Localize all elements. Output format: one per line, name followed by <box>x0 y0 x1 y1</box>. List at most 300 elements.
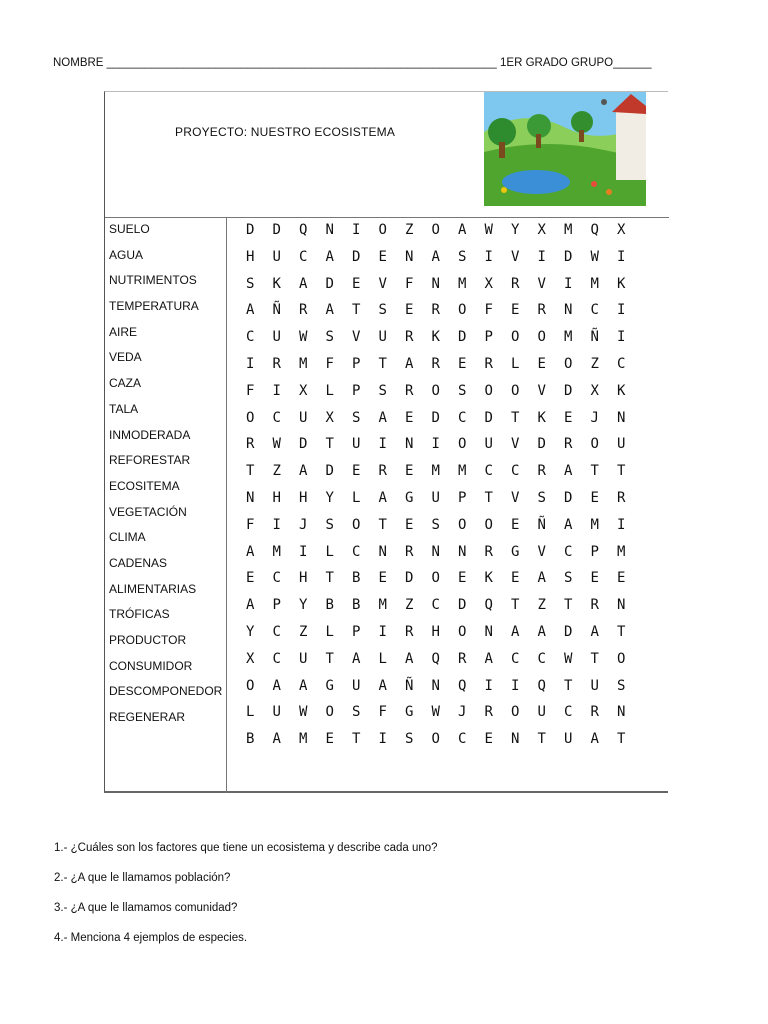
grid-letter: A <box>564 516 573 533</box>
grid-letter: V <box>511 489 520 506</box>
grid-letter: P <box>352 355 361 372</box>
grid-letter: L <box>352 489 361 506</box>
grid-letter: R <box>246 436 255 453</box>
grid-row <box>237 704 661 731</box>
grid-letter: R <box>484 543 493 560</box>
grid-letter: Z <box>537 597 546 614</box>
grid-letter: U <box>537 704 546 721</box>
word-item: CADENAS <box>109 555 168 570</box>
grid-letter: R <box>590 597 599 614</box>
grid-letter: R <box>484 704 493 721</box>
grid-letter: A <box>564 463 573 480</box>
grid-letter: K <box>617 382 626 399</box>
grid-letter: H <box>272 489 281 506</box>
grid-letter: T <box>617 731 626 748</box>
grid-letter: A <box>458 222 467 238</box>
grid-letter: W <box>564 650 573 667</box>
grid-row <box>237 249 661 276</box>
grid-letter: N <box>617 409 626 426</box>
grid-letter: O <box>352 516 361 533</box>
grid-letter: I <box>378 731 387 748</box>
grid-letter: Ñ <box>272 302 281 319</box>
grid-letter: O <box>246 677 255 694</box>
grid-letter: S <box>564 570 573 587</box>
grid-letter: M <box>431 463 440 480</box>
grid-letter: R <box>299 302 308 319</box>
grid-letter: E <box>352 275 361 292</box>
grid-letter: S <box>352 409 361 426</box>
grid-letter: P <box>272 597 281 614</box>
grid-letter: Ñ <box>590 329 599 346</box>
grid-row <box>237 356 661 383</box>
grid-letter: C <box>272 409 281 426</box>
grid-letter: U <box>272 248 281 265</box>
grid-letter: R <box>405 623 414 640</box>
grid-letter: O <box>431 731 440 748</box>
grid-letter: M <box>299 731 308 748</box>
word-list <box>109 220 227 734</box>
question-4: 4.- Menciona 4 ejemplos de especies. <box>54 932 248 944</box>
grid-letter: T <box>590 463 599 480</box>
grid-letter: A <box>511 623 520 640</box>
grid-letter: Y <box>511 222 520 238</box>
grid-letter: N <box>405 436 414 453</box>
grid-letter: O <box>458 436 467 453</box>
grid-letter: R <box>617 489 626 506</box>
grid-letter: T <box>352 731 361 748</box>
grid-letter: O <box>246 409 255 426</box>
grid-letter: M <box>458 275 467 292</box>
grid-letter: Q <box>299 222 308 238</box>
grid-letter: I <box>352 222 361 238</box>
grid-letter: T <box>325 436 334 453</box>
grid-letter: D <box>458 597 467 614</box>
grid-letter: S <box>405 731 414 748</box>
grid-letter: N <box>405 248 414 265</box>
grid-letter: E <box>511 302 520 319</box>
word-item: INMODERADA <box>109 427 191 442</box>
grid-letter: N <box>617 597 626 614</box>
grid-letter: N <box>378 543 387 560</box>
grid-letter: R <box>511 275 520 292</box>
grid-letter: T <box>511 597 520 614</box>
grid-letter: A <box>299 677 308 694</box>
grid-letter: C <box>511 463 520 480</box>
grid-letter: Q <box>484 597 493 614</box>
grid-letter: C <box>272 650 281 667</box>
grid-letter: X <box>299 382 308 399</box>
word-item: CAZA <box>109 376 142 391</box>
illustration-tree-1 <box>488 118 516 146</box>
grid-letter: S <box>617 677 626 694</box>
grid-letter: A <box>590 623 599 640</box>
grid-row <box>237 570 661 597</box>
grid-letter: T <box>590 650 599 667</box>
grid-row <box>237 651 661 678</box>
grid-letter: M <box>564 329 573 346</box>
grid-letter: E <box>325 731 334 748</box>
word-item: CONSUMIDOR <box>109 658 193 673</box>
word-item: TALA <box>109 401 139 416</box>
grid-letter: E <box>405 302 414 319</box>
grid-row <box>237 544 661 571</box>
grid-letter: M <box>299 355 308 372</box>
grid-letter: V <box>537 543 546 560</box>
grid-letter: Y <box>325 489 334 506</box>
grid-letter: I <box>246 355 255 372</box>
word-item: DESCOMPONEDOR <box>109 684 223 699</box>
ecosystem-illustration <box>464 92 646 206</box>
grid-letter: E <box>564 409 573 426</box>
grid-letter: O <box>325 704 334 721</box>
grid-letter: I <box>299 543 308 560</box>
word-item: REFORESTAR <box>109 453 191 468</box>
grid-letter: S <box>458 248 467 265</box>
word-item: PRODUCTOR <box>109 633 187 647</box>
grid-letter: E <box>378 248 387 265</box>
grid-letter: A <box>484 650 493 667</box>
grid-letter: T <box>511 409 520 426</box>
grid-letter: N <box>458 543 467 560</box>
grid-letter: A <box>246 302 255 319</box>
grid-row <box>237 222 661 249</box>
grid-letter: N <box>325 222 334 238</box>
grid-letter: P <box>458 489 467 506</box>
grid-row <box>237 490 661 517</box>
grid-letter: I <box>431 436 440 453</box>
grid-row <box>237 302 661 329</box>
grid-letter: A <box>325 302 334 319</box>
illustration-pond <box>502 170 570 194</box>
grid-letter: M <box>272 543 281 560</box>
grid-letter: A <box>272 677 281 694</box>
grid-letter: X <box>537 222 546 238</box>
grid-letter: A <box>299 463 308 480</box>
grid-letter: T <box>484 489 493 506</box>
grid-row <box>237 597 661 624</box>
word-item: CLIMA <box>109 530 146 545</box>
illustration-bird <box>601 99 607 105</box>
grid-letter: N <box>246 489 255 506</box>
grid-letter: K <box>617 275 626 292</box>
grid-letter: S <box>378 382 387 399</box>
grid-letter: D <box>299 436 308 453</box>
grid-row <box>237 678 661 705</box>
grid-letter: Ñ <box>537 516 546 533</box>
grid-letter: E <box>405 516 414 533</box>
grid-letter: D <box>272 222 281 238</box>
word-item: TRÓFICAS <box>109 607 170 622</box>
grid-letter: E <box>458 355 467 372</box>
question-2: 2.- ¿A que le llamamos población? <box>54 872 231 884</box>
grid-letter: A <box>405 355 414 372</box>
illustration-flower-2 <box>591 181 597 187</box>
grid-letter: D <box>246 222 255 238</box>
grid-letter: T <box>325 570 334 587</box>
grid-letter: D <box>484 409 493 426</box>
grid-letter: T <box>378 516 387 533</box>
grid-letter: Z <box>405 222 414 238</box>
grid-letter: E <box>378 570 387 587</box>
grid-row <box>237 624 661 651</box>
grid-letter: R <box>537 302 546 319</box>
grid-letter: A <box>405 650 414 667</box>
grid-letter: C <box>431 597 440 614</box>
grid-letter: T <box>617 463 626 480</box>
grid-letter: W <box>484 222 493 238</box>
grid-letter: V <box>378 275 387 292</box>
questions <box>54 842 704 962</box>
grid-letter: V <box>511 248 520 265</box>
grid-letter: M <box>564 222 573 238</box>
grid-letter: Q <box>431 650 440 667</box>
grid-letter: D <box>405 570 414 587</box>
grid-letter: E <box>484 731 493 748</box>
grid-letter: F <box>325 355 334 372</box>
grid-letter: E <box>458 570 467 587</box>
grid-letter: H <box>299 570 308 587</box>
grid-letter: A <box>272 731 281 748</box>
grid-row <box>237 731 661 758</box>
grid-letter: P <box>484 329 493 346</box>
grid-row <box>237 383 661 410</box>
grid-letter: O <box>431 382 440 399</box>
grid-letter: N <box>511 731 520 748</box>
grid-letter: C <box>484 463 493 480</box>
grid-letter: E <box>511 516 520 533</box>
grid-letter: O <box>511 382 520 399</box>
question-1: 1.- ¿Cuáles son los factores que tiene un ecosistema y describe cada uno? <box>54 842 438 854</box>
grid-letter: L <box>511 355 520 372</box>
grid-letter: R <box>431 302 440 319</box>
grid-letter: T <box>564 677 573 694</box>
grid-letter: H <box>246 248 255 265</box>
grid-letter: S <box>537 489 546 506</box>
grid-letter: X <box>617 222 626 238</box>
word-item: REGENERAR <box>109 710 186 725</box>
grid-letter: F <box>405 275 414 292</box>
grid-letter: L <box>325 382 334 399</box>
grid-letter: X <box>484 275 493 292</box>
grid-row <box>237 463 661 490</box>
grid-letter: K <box>272 275 281 292</box>
grid-letter: R <box>458 650 467 667</box>
grid-letter: G <box>511 543 520 560</box>
grid-letter: A <box>246 543 255 560</box>
grid-letter: D <box>325 275 334 292</box>
grid-letter: C <box>511 650 520 667</box>
grid-letter: D <box>564 489 573 506</box>
grid-letter: T <box>617 623 626 640</box>
grid-letter: M <box>617 543 626 560</box>
grid-letter: P <box>590 543 599 560</box>
grid-letter: X <box>246 650 255 667</box>
grid-letter: I <box>617 329 626 346</box>
grid-row <box>237 410 661 437</box>
grid-letter: Ñ <box>405 677 414 694</box>
grid-letter: O <box>458 623 467 640</box>
grid-letter: A <box>378 489 387 506</box>
grid-letter: I <box>617 248 626 265</box>
grid-letter: W <box>299 704 308 721</box>
illustration-flower-1 <box>501 187 507 193</box>
grid-letter: S <box>325 516 334 533</box>
grid-letter: C <box>564 543 573 560</box>
grid-letter: I <box>617 516 626 533</box>
grid-letter: R <box>405 543 414 560</box>
title-divider <box>105 217 669 218</box>
grid-letter: A <box>378 677 387 694</box>
grid-letter: I <box>511 677 520 694</box>
grid-letter: O <box>564 355 573 372</box>
grid-letter: I <box>537 248 546 265</box>
grid-letter: P <box>352 382 361 399</box>
grid-letter: I <box>484 248 493 265</box>
word-search-worksheet <box>104 91 668 793</box>
illustration-trunk-3 <box>579 130 584 142</box>
grid-letter: D <box>458 329 467 346</box>
grid-letter: I <box>617 302 626 319</box>
grid-letter: K <box>431 329 440 346</box>
word-item: NUTRIMENTOS <box>109 273 197 288</box>
grid-letter: R <box>272 355 281 372</box>
grid-letter: V <box>537 382 546 399</box>
grid-letter: O <box>458 516 467 533</box>
illustration-tree-3 <box>571 111 593 133</box>
grid-letter: C <box>352 543 361 560</box>
grid-letter: C <box>617 355 626 372</box>
grid-letter: A <box>590 731 599 748</box>
grid-letter: O <box>484 516 493 533</box>
grid-letter: O <box>537 329 546 346</box>
word-item: ECOSITEMA <box>109 478 180 493</box>
illustration-white-frame <box>464 92 484 206</box>
grid-letter: C <box>590 302 599 319</box>
grid-letter: O <box>431 222 440 238</box>
grid-letter: M <box>590 275 599 292</box>
grid-letter: U <box>299 650 308 667</box>
grid-letter: F <box>378 704 387 721</box>
grid-letter: Y <box>246 623 255 640</box>
grid-letter: F <box>484 302 493 319</box>
grid-letter: I <box>484 677 493 694</box>
grid-letter: T <box>352 302 361 319</box>
illustration-trunk-2 <box>536 134 541 148</box>
grid-letter: K <box>537 409 546 426</box>
grid-letter: G <box>325 677 334 694</box>
grid-letter: V <box>537 275 546 292</box>
grid-letter: F <box>246 382 255 399</box>
grid-letter: H <box>299 489 308 506</box>
grid-letter: W <box>590 248 599 265</box>
grid-letter: G <box>405 704 414 721</box>
grid-letter: D <box>352 248 361 265</box>
grid-letter: D <box>325 463 334 480</box>
grid-letter: C <box>272 570 281 587</box>
grid-letter: I <box>564 275 573 292</box>
illustration-house-wall <box>616 110 646 180</box>
grid-letter: Q <box>458 677 467 694</box>
grid-letter: T <box>246 463 255 480</box>
grid-letter: Z <box>590 355 599 372</box>
grid-letter: J <box>458 704 467 721</box>
letter-grid <box>237 222 661 758</box>
word-item: VEDA <box>109 350 142 365</box>
grid-letter: T <box>537 731 546 748</box>
grid-letter: G <box>405 489 414 506</box>
grid-letter: U <box>564 731 573 748</box>
grid-letter: P <box>352 623 361 640</box>
word-item: ALIMENTARIAS <box>109 581 197 596</box>
grid-letter: R <box>405 329 414 346</box>
grid-letter: Z <box>299 623 308 640</box>
grid-letter: V <box>352 329 361 346</box>
grid-letter: R <box>405 382 414 399</box>
grid-letter: W <box>431 704 440 721</box>
grid-letter: O <box>511 329 520 346</box>
grid-letter: W <box>272 436 281 453</box>
grid-letter: O <box>378 222 387 238</box>
grid-letter: T <box>378 355 387 372</box>
grid-letter: E <box>246 570 255 587</box>
grid-letter: U <box>352 677 361 694</box>
grid-letter: M <box>458 463 467 480</box>
grid-letter: N <box>431 275 440 292</box>
name-grade-line: NOMBRE _____________________________________________________________ 1ER GRADO GRUPO______ <box>53 57 652 69</box>
grid-letter: E <box>590 570 599 587</box>
grid-letter: Y <box>299 597 308 614</box>
grid-letter: N <box>484 623 493 640</box>
grid-letter: J <box>299 516 308 533</box>
grid-letter: D <box>431 409 440 426</box>
grid-letter: B <box>352 597 361 614</box>
grid-letter: S <box>352 704 361 721</box>
grid-letter: R <box>564 436 573 453</box>
grid-letter: U <box>272 704 281 721</box>
grid-letter: A <box>431 248 440 265</box>
grid-letter: A <box>537 623 546 640</box>
grid-letter: A <box>325 248 334 265</box>
grid-letter: U <box>590 677 599 694</box>
grid-letter: R <box>431 355 440 372</box>
grid-letter: U <box>378 329 387 346</box>
grid-letter: D <box>564 248 573 265</box>
grid-letter: Z <box>405 597 414 614</box>
grid-letter: Q <box>537 677 546 694</box>
grid-letter: N <box>564 302 573 319</box>
grid-letter: O <box>431 570 440 587</box>
grid-letter: I <box>272 382 281 399</box>
grid-letter: L <box>378 650 387 667</box>
grid-letter: K <box>484 570 493 587</box>
grid-letter: D <box>537 436 546 453</box>
grid-letter: A <box>378 409 387 426</box>
grid-letter: C <box>564 704 573 721</box>
grid-row <box>237 436 661 463</box>
grid-letter: O <box>484 382 493 399</box>
grid-letter: O <box>458 302 467 319</box>
question-3: 3.- ¿A que le llamamos comunidad? <box>54 902 238 914</box>
grid-letter: T <box>325 650 334 667</box>
grid-letter: E <box>405 463 414 480</box>
grid-letter: N <box>431 677 440 694</box>
grid-letter: C <box>537 650 546 667</box>
word-item: SUELO <box>109 222 150 236</box>
illustration-flower-3 <box>606 189 612 195</box>
grid-letter: O <box>617 650 626 667</box>
grid-letter: I <box>378 623 387 640</box>
grid-row <box>237 517 661 544</box>
